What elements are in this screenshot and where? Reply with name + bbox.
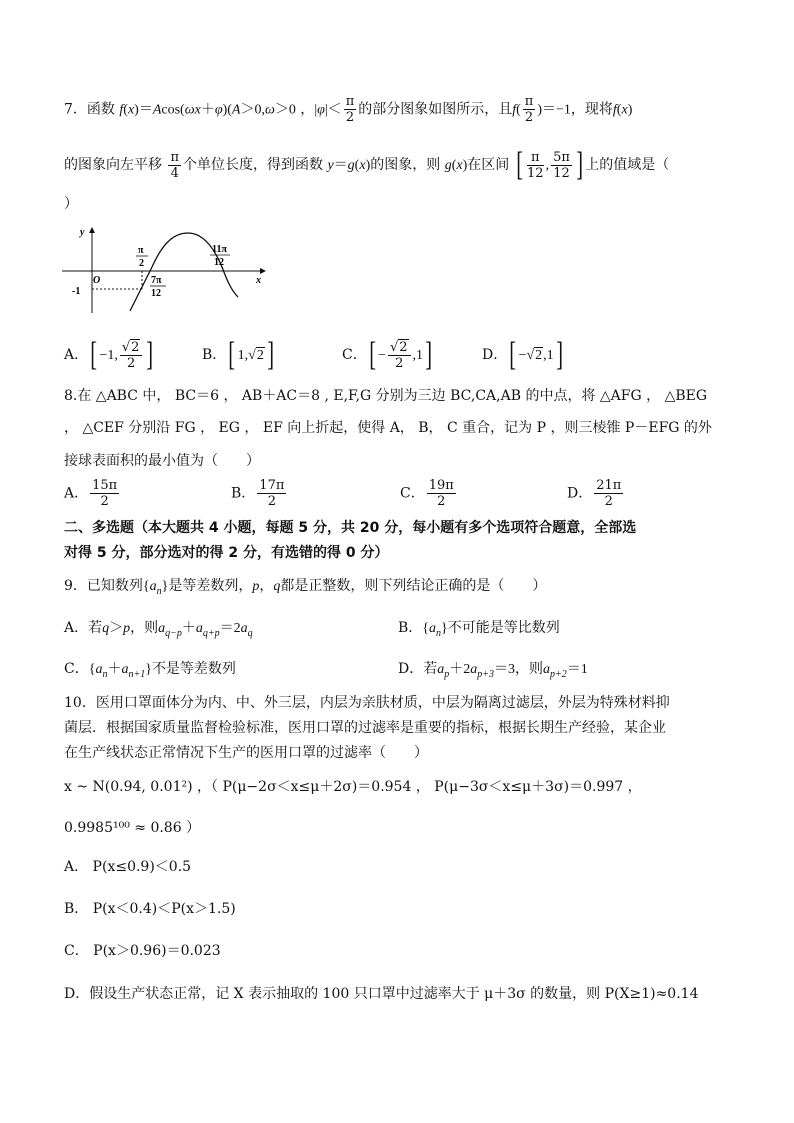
- q7-function-def: f: [119, 102, 124, 118]
- q9-text: 不可能是等比数列: [447, 620, 560, 636]
- y-axis-arrow: [89, 227, 95, 233]
- q10-line3: 在生产线状态正常情况下生产的医用口罩的过滤率（ ）: [64, 745, 428, 761]
- q10-line2: 菌层．根据国家质量监督检验标准，医用口罩的过滤率是重要的指标，根据长期生产经验，某企业: [64, 720, 666, 736]
- q9-text: ，则: [514, 661, 543, 677]
- option-label: A．若: [64, 620, 103, 636]
- q7-text: 的图象向左平移: [64, 157, 162, 173]
- q9-option-d[interactable]: D．若$a_p+2a_{p+3}=3$，则$a_{p+2}=1$: [398, 661, 588, 680]
- option-num: 19π: [428, 478, 454, 493]
- q10-distribution: x ~ N(0.94, 0.01²) ，（ P(μ−2σ＜x≤μ＋2σ)＝0.954 ， P(μ−3σ＜x≤μ＋3σ)＝0.997 ，: [64, 779, 642, 795]
- q7-text: 在区间: [467, 157, 510, 173]
- graph-7pi-den: 12: [151, 288, 161, 299]
- q9-option-c[interactable]: C．$\{a_n+a_{n+1}\}$不是等差数列: [64, 661, 236, 680]
- q7-line2: 的图象向左平移 $\frac{\pi}{4}$ 个单位长度，得到函数 y＝g(x)的图象，则 g(x)在区间 [ $\frac{\pi}{12}$ , $\frac{5\pi}{12}$ ] 上的值域是（: [64, 146, 670, 183]
- q9-text: 是等差数列，: [168, 578, 253, 594]
- q8-line1: 8.在 △ABC 中， BC＝6 ， AB＋AC＝8 , E,F,G 分别为三边 BC,CA,AB 的中点，将 △AFG ， △BEG: [64, 388, 708, 404]
- graph-x-label: x: [256, 275, 261, 286]
- option-label: A．: [64, 347, 89, 363]
- q7-line1: 7．函数 f(x)＝Acos(ωx＋φ)(A＞0,ω＞0 ，|φ|＜ $\frac{\pi}{2}$ 的部分图象如图所示，且f( $\frac{\pi}{2}$ )＝−1，现将f(x): [64, 94, 633, 125]
- q10-option-a[interactable]: A． P(x≤0.9)＜0.5: [64, 859, 192, 875]
- option-num: 21π: [596, 478, 622, 493]
- q9-stem: 9．已知数列$\{a_n\}$是等差数列，p，q都是正整数，则下列结论正确的是（ ）: [64, 578, 547, 597]
- option-num: 17π: [259, 478, 285, 493]
- q10-option-d[interactable]: D．假设生产状态正常，记 X 表示抽取的 100 只口罩中过滤率大于 μ＋3σ 的数量，则 P(X≥1)≈0.14: [64, 986, 699, 1002]
- option-label: C．: [400, 485, 425, 502]
- option-label: C．: [342, 347, 367, 363]
- option-label: B．: [231, 485, 256, 502]
- option-den: 2: [437, 494, 446, 509]
- option-label: D．: [567, 485, 593, 502]
- q7-text: 函数: [86, 101, 115, 118]
- option-label: D．若: [398, 661, 438, 677]
- q7-close: ）: [64, 196, 78, 212]
- graph-pi-half-num: π: [138, 245, 144, 256]
- q9-text: ，则: [130, 620, 159, 636]
- graph-pi-half-den: 2: [139, 258, 144, 269]
- q8-line3: 接球表面积的最小值为（ ）: [64, 453, 260, 469]
- option-label: A．: [64, 485, 89, 502]
- q7-option-c[interactable]: C．[ − $\frac{√2}{2}$ ,1]: [342, 336, 433, 373]
- q10-line1: 10．医用口罩面体分为内、中、外三层，内层为亲肤材质，中层为隔离过滤层，外层为特殊材料抑: [64, 695, 670, 711]
- x-axis-arrow: [260, 268, 266, 274]
- q7-graph: [60, 225, 270, 315]
- q10-option-c[interactable]: C． P(x＞0.96)＝0.023: [64, 943, 221, 959]
- graph-minus-one-label: -1: [72, 286, 81, 297]
- q8-option-c[interactable]: [400, 478, 458, 509]
- q7-text: 的部分图象如图所示，且: [358, 101, 513, 118]
- q7-option-d[interactable]: D．[ −√2,1]: [482, 336, 563, 373]
- section-heading-line1: 二、多选题（本大题共 4 小题，每题 5 分，共 20 分，每小题有多个选项符合题意，全部选: [64, 520, 637, 536]
- option-label: B．: [398, 620, 423, 636]
- option-label: B．: [202, 347, 227, 363]
- q7-text: 上的值域是（: [585, 157, 670, 173]
- q10-approximation: 0.9985¹⁰⁰ ≈ 0.86 ）: [64, 820, 201, 836]
- option-den: 2: [604, 494, 613, 509]
- q9-text: 9．已知数列: [64, 578, 143, 594]
- q7-option-b[interactable]: B．[ 1,√2]: [202, 336, 274, 373]
- option-label: C．: [64, 661, 89, 677]
- section-heading-line2: 对得 5 分，部分选对的得 2 分，有选错的得 0 分）: [64, 545, 389, 561]
- graph-11pi-num: 11π: [212, 244, 227, 255]
- q9-text: 不是等差数列: [151, 661, 236, 677]
- q9-option-b[interactable]: B．$\{a_n\}$不可能是等比数列: [398, 620, 560, 639]
- q9-text: 都是正整数，则下列结论正确的是（ ）: [280, 578, 547, 594]
- option-den: 2: [100, 494, 109, 509]
- q8-line2: ， △CEF 分别沿 FG ， EG ， EF 向上折起，使得 A， B， C 重合，记为 P ，则三棱锥 P－EFG 的外: [64, 420, 712, 436]
- option-den: 2: [267, 494, 276, 509]
- q8-option-d[interactable]: [567, 478, 625, 509]
- q7-text: 个单位长度，得到函数: [183, 157, 323, 173]
- graph-7pi-num: 7π: [151, 275, 162, 286]
- q10-option-b[interactable]: B． P(x＜0.4)＜P(x＞1.5): [64, 901, 236, 917]
- q8-option-a[interactable]: [64, 478, 121, 509]
- graph-origin-label: O: [93, 275, 101, 286]
- q7-text: ，现将: [570, 101, 613, 118]
- q8-option-b[interactable]: [231, 478, 288, 509]
- graph-11pi-den: 12: [214, 257, 224, 268]
- q9-option-a[interactable]: A．若q＞p，则$a_{q-p}+a_{q+p}=2a_q$: [64, 620, 253, 639]
- option-num: 15π: [92, 478, 118, 493]
- graph-y-label: y: [80, 227, 85, 238]
- q7-text: 的图象，则: [370, 157, 441, 173]
- option-label: D．: [482, 347, 508, 363]
- q7-number: 7．: [64, 101, 87, 118]
- q7-option-a[interactable]: A．[ −1, $\frac{√2}{2}$ ]: [64, 336, 154, 373]
